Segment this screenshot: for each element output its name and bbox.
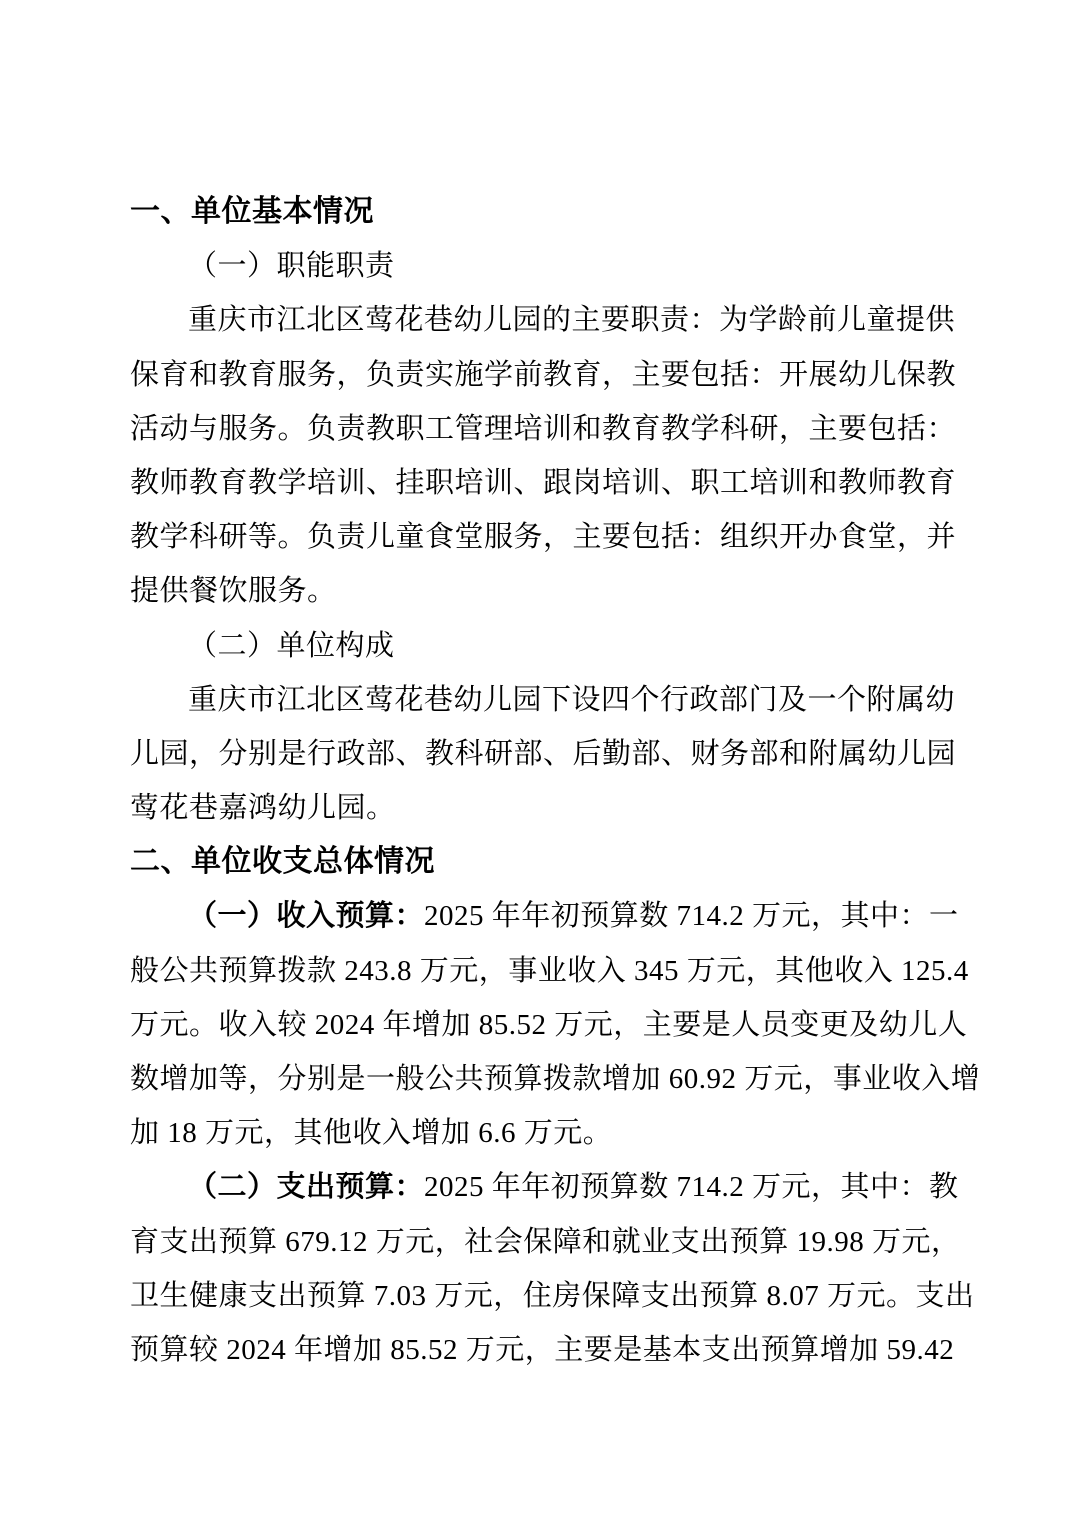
para-line: 教师教育教学培训、挂职培训、跟岗培训、职工培训和教师教育	[130, 466, 957, 499]
expense-paragraph-text: 2025 年年初预算数 714.2 万元，其中：教	[424, 1171, 959, 1204]
para-line: 活动与服务。负责教职工管理培训和教育教学科研，主要包括：	[130, 412, 957, 445]
para-line: 保育和教育服务，负责实施学前教育，主要包括：开展幼儿保教	[130, 358, 957, 391]
para-line: 加 18 万元，其他收入增加 6.6 万元。	[130, 1117, 613, 1150]
para-line: 儿园，分别是行政部、教科研部、后勤部、财务部和附属幼儿园	[130, 737, 957, 770]
subsection-1-1-heading: （一）职能职责	[188, 250, 395, 283]
income-paragraph-text: 2025 年年初预算数 714.2 万元，其中：一	[424, 900, 959, 933]
para-line: 预算较 2024 年增加 85.52 万元，主要是基本支出预算增加 59.42	[130, 1333, 955, 1366]
para-line: 重庆市江北区莺花巷幼儿园的主要职责：为学龄前儿童提供	[188, 304, 956, 337]
para-line: 重庆市江北区莺花巷幼儿园下设四个行政部门及一个附属幼	[188, 683, 956, 716]
para-line: 般公共预算拨款 243.8 万元，事业收入 345 万元，其他收入 125.4	[130, 954, 969, 987]
para-line: 教学科研等。负责儿童食堂服务，主要包括：组织开办食堂，并	[130, 521, 957, 554]
para-line: 育支出预算 679.12 万元，社会保障和就业支出预算 19.98 万元，	[130, 1225, 961, 1258]
para-line-income-first	[130, 889, 959, 943]
para-line-expense-first	[130, 1160, 959, 1214]
para-line: 卫生健康支出预算 7.03 万元，住房保障支出预算 8.07 万元。支出	[130, 1279, 975, 1312]
document-body	[130, 185, 981, 1377]
para-line: 提供餐饮服务。	[130, 575, 337, 608]
section-2-heading: 二、单位收支总体情况	[130, 845, 435, 879]
expense-paragraph-lead: （二）支出预算：	[188, 1171, 425, 1204]
para-line: 万元。收入较 2024 年增加 85.52 万元，主要是人员变更及幼儿人	[130, 1008, 968, 1041]
para-line: 莺花巷嘉鸿幼儿园。	[130, 792, 396, 825]
income-paragraph-lead: （一）收入预算：	[188, 900, 425, 933]
subsection-1-2-heading: （二）单位构成	[188, 629, 395, 662]
para-line: 数增加等，分别是一般公共预算拨款增加 60.92 万元，事业收入增	[130, 1063, 981, 1095]
section-1-heading: 一、单位基本情况	[130, 195, 374, 228]
